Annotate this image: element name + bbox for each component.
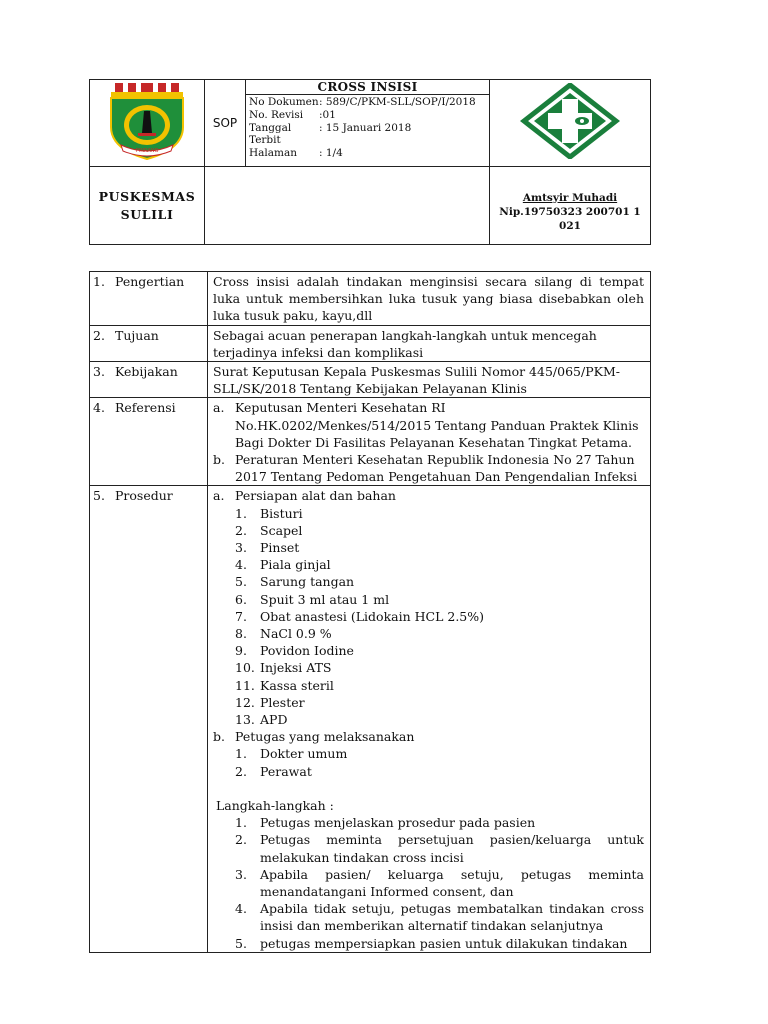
pinrang-emblem-icon: [105, 81, 189, 161]
staff-list: [213, 745, 644, 779]
signature-block: [490, 167, 651, 245]
organization-name: PUSKESMAS SULILI: [90, 167, 205, 245]
signer-nip: Nip.19750323 200701 1 021: [499, 205, 641, 232]
list-item: 2. Scapel: [235, 522, 303, 538]
row-referensi: [90, 398, 651, 486]
emblem-cell: [90, 80, 205, 167]
list-item: 5. petugas mempersiapkan pasien untuk dilakukan tindakan: [235, 935, 628, 951]
document-meta: [246, 95, 490, 167]
row-text: Cross insisi adalah tindakan menginsisi secara silang di tempat luka untuk membersihkan luka tusuk yang biasa disebabkan oleh luka tusuk paku, kayu,dll: [208, 272, 651, 326]
document-title: CROSS INSISI: [246, 80, 490, 95]
row-pengertian: [90, 272, 651, 326]
steps-list: [213, 814, 644, 952]
procedure-section-b: b. Petugas yang melaksanakan: [213, 729, 415, 745]
list-item: 2. Petugas meminta persetujuan pasien/keluarga untuk melakukan tindakan cross incisi: [235, 832, 644, 865]
list-item: 1. Petugas menjelaskan prosedur pada pasien: [235, 815, 536, 831]
row-label: 3. Kebijakan: [90, 362, 208, 398]
list-item: 8. NaCl 0.9 %: [235, 626, 332, 642]
list-item: 1. Dokter umum: [235, 746, 348, 762]
row-kebijakan: [90, 362, 651, 398]
meta-issue-date: Tanggal Terbit : 15 Januari 2018: [249, 121, 412, 147]
list-item: 3. Apabila pasien/ keluarga setuju, petugas meminta menandatangani Informed consent, dan: [235, 866, 644, 899]
blank-cell: [205, 167, 490, 245]
list-item: 9. Povidon Iodine: [235, 643, 354, 659]
list-item: 5. Sarung tangan: [235, 574, 355, 590]
row-text: Surat Keputusan Kepala Puskesmas Sulili Nomor 445/065/PKM-SLL/SK/2018 Tentang Kebijakan Pelayanan Klinis: [208, 362, 651, 398]
tools-list: [213, 505, 644, 729]
list-item: 12. Plester: [235, 694, 305, 710]
list-item: 3. Pinset: [235, 540, 300, 556]
meta-revision: No. Revisi :01: [249, 108, 336, 121]
list-item: 1. Bisturi: [235, 505, 303, 521]
list-item: 7. Obat anastesi (Lidokain HCL 2.5%): [235, 608, 484, 624]
procedure-section-a: a. Persiapan alat dan bahan: [213, 488, 396, 504]
meta-doc-number: No Dokumen : 589/C/PKM-SLL/SOP/I/2018: [249, 96, 476, 108]
emblem-ribbon-text: PINRANG: [135, 148, 159, 154]
meta-page: Halaman : 1/4: [249, 147, 343, 160]
list-item: 11. Kassa steril: [235, 677, 334, 693]
row-label: 5. Prosedur: [90, 486, 208, 952]
row-label: 1. Pengertian: [90, 272, 208, 326]
list-item: 6. Spuit 3 ml atau 1 ml: [235, 591, 390, 607]
list-item: 10. Injeksi ATS: [235, 660, 332, 676]
row-label: 2. Tujuan: [90, 325, 208, 361]
row-label: 4. Referensi: [90, 398, 208, 486]
row-prosedur: [90, 486, 651, 952]
steps-title: Langkah-langkah :: [216, 797, 334, 813]
list-item: 2. Perawat: [235, 763, 312, 779]
list-item: 13. APD: [235, 712, 288, 728]
sop-label: SOP: [205, 80, 246, 167]
reference-item: a. Keputusan Menteri Kesehatan RI No.HK.0202/Menkes/514/2015 Tentang Panduan Praktek Klinis Bagi Dokter Di Fasilitas Pelayanan Kesehatan Tingkat Petama.: [213, 400, 639, 450]
sop-header-table: [89, 79, 651, 245]
list-item: 4. Piala ginjal: [235, 557, 331, 573]
list-item: 4. Apabila tidak setuju, petugas membatalkan tindakan cross insisi dan memberikan alternatif tindakan selanjutnya: [235, 901, 644, 934]
sop-content-table: [89, 271, 651, 953]
row-text: Sebagai acuan penerapan langkah-langkah untuk mencegah terjadinya infeksi dan komplikasi: [208, 325, 651, 361]
procedure-text: [208, 486, 651, 952]
puskesmas-logo-cell: [490, 80, 651, 167]
row-text: [208, 398, 651, 486]
reference-item: b. Peraturan Menteri Kesehatan Republik Indonesia No 27 Tahun 2017 Tentang Pedoman Pengetahuan Dan Pengendalian Infeksi: [213, 452, 638, 485]
puskesmas-logo-icon: [520, 83, 620, 159]
row-tujuan: [90, 325, 651, 361]
signer-name: Amtsyir Muhadi: [522, 191, 618, 204]
